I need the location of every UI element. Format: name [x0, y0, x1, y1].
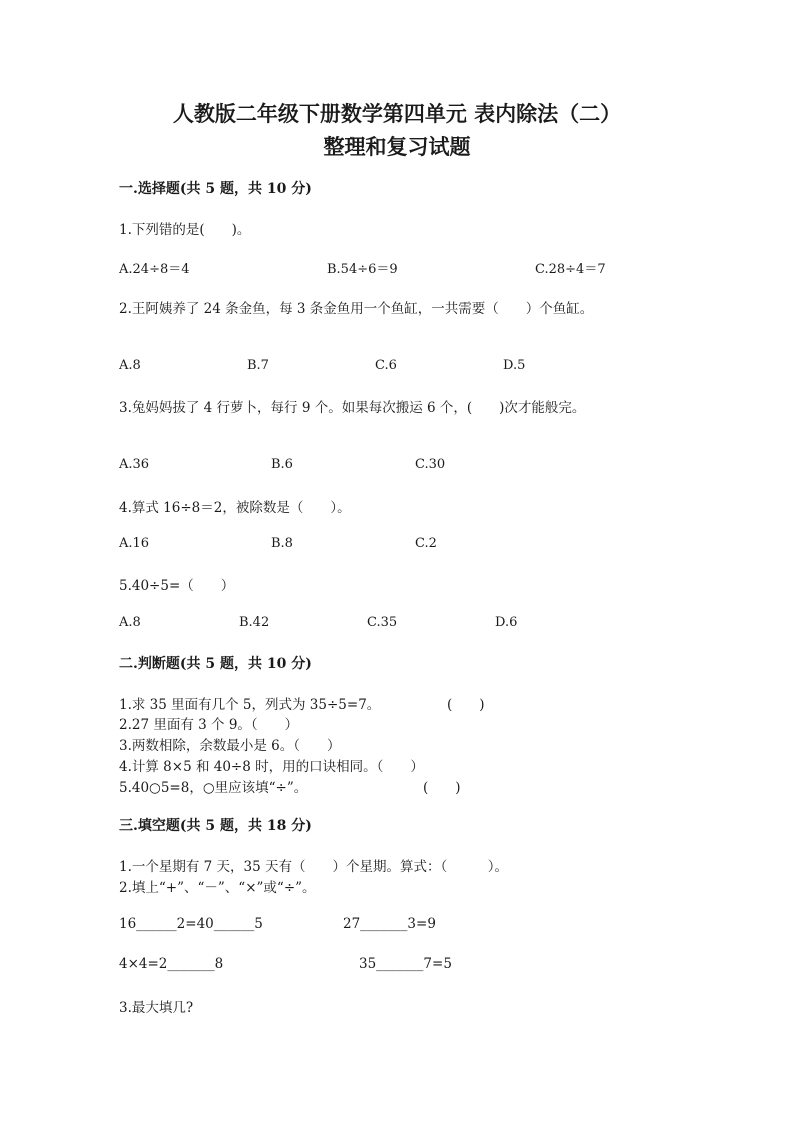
page-title: 人教版二年级下册数学第四单元 表内除法（二）	[172, 101, 622, 126]
option-b[interactable]: B.7	[247, 358, 269, 373]
fill-question: 3.最大填几?	[119, 1000, 194, 1016]
option-b[interactable]: B.54÷6＝9	[327, 262, 398, 277]
option-b[interactable]: B.42	[239, 615, 270, 630]
option-a[interactable]: A.24÷8＝4	[119, 262, 190, 277]
question-text: 5.40÷5=（ ）	[119, 578, 235, 594]
judge-item: 1.求 35 里面有几个 5，列式为 35÷5=7。	[119, 697, 381, 713]
fill-question: 2.填上“+”、“－”、“×”或“÷”。	[119, 880, 316, 896]
judge-item: 4.计算 8×5 和 40÷8 时，用的口诀相同。（ ）	[119, 759, 424, 775]
option-a[interactable]: A.36	[119, 457, 150, 472]
section-heading-fill: 三.填空题(共 5 题，共 18 分)	[119, 818, 312, 834]
option-d[interactable]: D.5	[503, 358, 526, 373]
option-c[interactable]: C.30	[415, 457, 446, 472]
section-heading-choice: 一.选择题(共 5 题，共 10 分)	[119, 181, 312, 197]
judge-answer-paren[interactable]: ( )	[423, 780, 461, 796]
option-c[interactable]: C.2	[415, 536, 437, 551]
fill-blank[interactable]: 27_______3=9	[343, 916, 436, 932]
question-text: 4.算式 16÷8＝2，被除数是（ ）。	[119, 500, 351, 516]
option-b[interactable]: B.6	[271, 457, 293, 472]
judge-item: 3.两数相除，余数最小是 6。（ ）	[119, 738, 341, 754]
question-text: 2.王阿姨养了 24 条金鱼，每 3 条金鱼用一个鱼缸，一共需要（ ）个鱼缸。	[119, 301, 594, 317]
option-c[interactable]: C.35	[367, 615, 398, 630]
option-a[interactable]: A.8	[119, 358, 141, 373]
question-text: 1.下列错的是( )。	[119, 222, 251, 238]
section-heading-judge: 二.判断题(共 5 题，共 10 分)	[119, 656, 312, 672]
option-b[interactable]: B.8	[271, 536, 293, 551]
option-a[interactable]: A.8	[119, 615, 141, 630]
page-subtitle: 整理和复习试题	[323, 134, 471, 159]
judge-item: 5.40○5=8，○里应该填“÷”。	[119, 780, 308, 796]
fill-question: 1.一个星期有 7 天，35 天有（ ）个星期。算式：（ ）。	[119, 859, 509, 875]
judge-item: 2.27 里面有 3 个 9。（ ）	[119, 717, 299, 733]
fill-blank[interactable]: 35_______7=5	[359, 956, 452, 972]
judge-answer-paren[interactable]: ( )	[447, 697, 485, 713]
option-d[interactable]: D.6	[495, 615, 518, 630]
option-c[interactable]: C.28÷4＝7	[535, 262, 606, 277]
fill-blank[interactable]: 16______2=40______5	[119, 916, 263, 932]
option-a[interactable]: A.16	[119, 536, 150, 551]
question-text: 3.兔妈妈拔了 4 行萝卜，每行 9 个。如果每次搬运 6 个，( )次才能般完。	[119, 400, 586, 416]
option-c[interactable]: C.6	[375, 358, 397, 373]
fill-blank[interactable]: 4×4=2_______8	[119, 956, 224, 972]
